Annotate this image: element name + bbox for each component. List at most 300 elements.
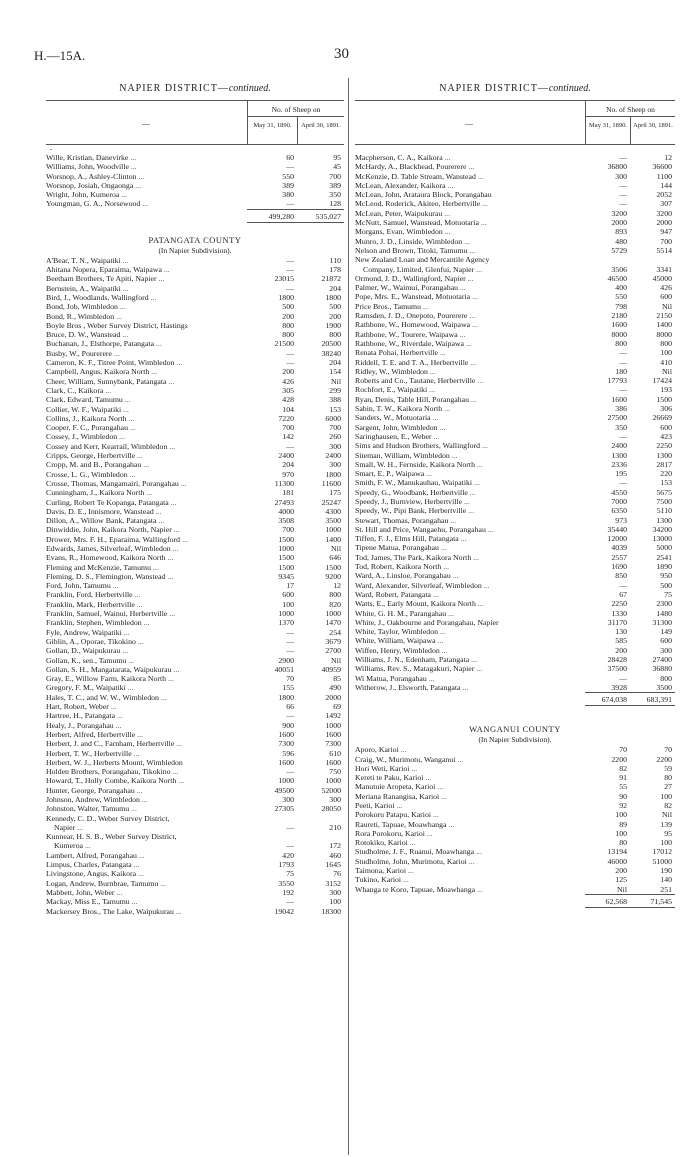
sheep-1890: 400	[615, 283, 627, 293]
owner-name-text: Ward, Alexander, Silverleaf, Wimbledon	[355, 580, 482, 590]
table-row	[46, 349, 344, 358]
owner-name	[355, 330, 585, 339]
owner-name	[46, 795, 247, 804]
sheep-1890: 75	[286, 869, 294, 879]
owner-name	[355, 460, 585, 469]
owner-name	[46, 256, 247, 265]
sheep-1890: 7220	[278, 413, 294, 423]
owner-name	[355, 190, 585, 199]
leader-dots: ...	[173, 906, 182, 916]
leader-dots: ...	[171, 664, 180, 674]
leader-dots: ...	[439, 791, 448, 801]
owner-name-text: Smart, E. P., Waipawa	[355, 469, 425, 479]
sheep-1890: 426	[282, 376, 294, 386]
owner-name-text: Macpherson, C. A., Kaikora	[355, 153, 443, 162]
leader-dots: ...	[128, 153, 137, 162]
owner-name-text: White, Taylor, Wimbledon	[355, 627, 438, 637]
sheep-1891: 12	[333, 581, 341, 591]
owner-name	[355, 209, 585, 218]
table-row	[355, 773, 675, 782]
owner-name-text: Livingstone, Angus, Kaikora	[46, 869, 137, 879]
sheep-1890: 900	[282, 720, 294, 730]
sheep-1891: 76	[333, 869, 341, 879]
sheep-1890: 1500	[278, 534, 294, 544]
owner-name	[46, 702, 247, 711]
table-row	[46, 535, 344, 544]
leader-dots: ...	[166, 376, 175, 386]
leader-dots: ...	[136, 869, 144, 879]
leader-dots: ...	[474, 264, 483, 274]
col-may-1890-header: May 31, 1890.	[247, 117, 297, 144]
owner-name	[355, 367, 585, 376]
sheep-1890: —	[619, 153, 627, 162]
sheep-1891: 1500	[325, 562, 341, 572]
right-column	[355, 78, 675, 906]
total-1890: 62,568	[585, 894, 630, 908]
owner-name-text: Busby, W., Pourerere	[46, 348, 112, 358]
owner-name	[46, 349, 247, 358]
sheep-1890: 125	[615, 875, 627, 885]
owner-name-text: Napier	[54, 822, 76, 832]
owner-name	[46, 618, 247, 627]
table-row	[46, 330, 344, 339]
owner-name-text: Studholme, John, Murimotu, Karioi	[355, 856, 467, 866]
leader-dots: ...	[119, 190, 128, 200]
owner-name-text: Taimona, Karioi	[355, 866, 406, 876]
leader-dots: ...	[441, 562, 450, 572]
leader-dots: ...	[426, 673, 435, 683]
leader-dots: ...	[154, 339, 162, 349]
owner-name	[355, 801, 585, 810]
sheep-1890: 973	[615, 515, 627, 525]
owner-name	[46, 414, 247, 423]
sheep-1891: 410	[660, 357, 672, 367]
sheep-1890: 850	[615, 571, 627, 581]
owner-name	[355, 199, 585, 208]
table-row	[355, 534, 675, 543]
sheep-1891: 299	[329, 385, 341, 395]
sheep-1891: 1645	[325, 860, 341, 870]
owner-name-text: Tod, Robert, Kaikora North	[355, 562, 442, 572]
leader-dots: ...	[430, 413, 439, 423]
leader-dots: ...	[178, 478, 187, 488]
table-row	[355, 609, 675, 618]
sheep-1891: 251	[660, 884, 672, 894]
sheep-1891: 800	[660, 338, 672, 348]
table-row	[355, 255, 675, 264]
table-row	[46, 516, 344, 525]
sheep-1890: 4039	[611, 543, 627, 553]
owner-name-text: Wright, John, Kumeroa	[46, 190, 120, 200]
sheep-1891: 260	[329, 432, 341, 442]
leader-dots: ...	[128, 162, 137, 172]
sheep-1890: 100	[282, 599, 294, 609]
table-row	[46, 563, 344, 572]
sheep-1891: 178	[329, 265, 341, 275]
owner-name	[46, 525, 247, 534]
owner-name-text: Campbell, Angus, Kaikora North	[46, 367, 150, 377]
sheep-1891: 1470	[325, 618, 341, 628]
table-row	[355, 395, 675, 404]
leader-dots: ...	[126, 655, 135, 665]
owner-name	[46, 628, 247, 637]
leader-dots: ...	[139, 795, 148, 804]
sheep-1891: 2000	[325, 692, 341, 702]
sheep-1890: 3508	[278, 516, 294, 526]
owner-name-text: Kumeroa	[54, 841, 84, 851]
name-column-header: —	[465, 119, 473, 128]
section-mark: -	[50, 145, 53, 153]
sheep-1891: 2000	[656, 218, 672, 228]
table-row	[355, 599, 675, 608]
leader-dots: ...	[129, 804, 137, 814]
leader-dots: ...	[171, 525, 180, 535]
sheep-1890	[585, 255, 630, 264]
table-row	[355, 636, 675, 645]
leader-dots: ...	[474, 459, 483, 469]
owner-name	[355, 311, 585, 320]
total-1890: 499,280	[247, 209, 297, 223]
owner-name-text: Wi Matua, Porangahau	[355, 673, 427, 683]
leader-dots: ...	[435, 782, 444, 792]
owner-name-text: Franklin, Ford, Herbertville	[46, 590, 133, 600]
sheep-1891: 70	[664, 745, 672, 755]
leader-dots: ...	[470, 292, 478, 302]
leader-dots: ...	[460, 682, 469, 692]
sheep-1891: 51000	[652, 856, 672, 866]
sheep-1890: —	[619, 385, 627, 395]
sheep-1891: 700	[660, 236, 672, 246]
owner-name-text: Johnston, Walter, Tamumu	[46, 804, 130, 814]
leader-dots: ...	[466, 506, 475, 516]
leader-dots: ...	[398, 745, 407, 755]
sheep-1890: 90	[619, 791, 627, 801]
sheep-1891: 646	[329, 553, 341, 563]
owner-name-text: Rochfort, E., Waipatiki	[355, 385, 428, 395]
sheep-1890: 9345	[278, 571, 294, 581]
table-row	[46, 860, 344, 869]
table-row	[355, 810, 675, 819]
sheep-1891: 28050	[321, 804, 341, 814]
owner-name-text: Gollan, D., Waipukurau	[46, 646, 121, 656]
leader-dots: ...	[455, 754, 464, 764]
table-row	[46, 656, 344, 665]
owner-name-text: Mackay, Miss E., Tamumu	[46, 897, 130, 907]
sheep-1890: 2557	[611, 552, 627, 562]
owner-name-text: Rathbone, W., Riverdale, Waipawa	[355, 338, 465, 348]
owner-name-text: Ormond, J. D., Wallingford, Napier	[355, 273, 466, 283]
owner-name	[46, 581, 247, 590]
owner-name-text: Kunnear, H. S. B., Weber Survey District,	[46, 832, 177, 842]
owner-name	[355, 618, 585, 627]
table-row	[355, 488, 675, 497]
owner-name	[46, 600, 247, 609]
sheep-1890: —	[286, 162, 294, 172]
table-row	[355, 283, 675, 292]
sheep-1890: 40051	[274, 664, 294, 674]
owner-name	[355, 581, 585, 590]
table-row	[46, 823, 344, 832]
leader-dots: ...	[132, 590, 141, 600]
sheep-1890: —	[619, 348, 627, 358]
table-row	[355, 367, 675, 376]
sheep-1890: 181	[282, 488, 294, 498]
owner-name	[355, 302, 585, 311]
table-row	[355, 857, 675, 866]
leader-dots: ...	[481, 580, 490, 590]
owner-name	[46, 572, 247, 581]
sheep-1891: 1600	[325, 729, 341, 739]
sheep-1891: 350	[329, 190, 341, 200]
sheep-1891: 1800	[325, 292, 341, 302]
owner-name-text: Franklin, Mark, Herbertville	[46, 599, 135, 609]
leader-dots: ...	[134, 785, 143, 795]
sheep-1890: 893	[615, 227, 627, 237]
owner-name	[355, 627, 585, 636]
owner-name-text: Williams, John, Woodville	[46, 162, 129, 172]
owner-name	[46, 637, 247, 646]
sheep-1890: —	[286, 265, 294, 275]
table-row	[46, 488, 344, 497]
sheep-1891: 204	[329, 283, 341, 293]
sheep-1891: 2300	[656, 599, 672, 609]
sheep-1890: 2200	[611, 754, 627, 764]
leader-dots: ...	[394, 801, 403, 810]
owner-name-text: Craig, W., Murimotu, Wanganui	[355, 754, 456, 764]
sheep-1891: 190	[660, 866, 672, 876]
sheep-1890: 1330	[611, 608, 627, 618]
table-row	[355, 866, 675, 875]
owner-name	[46, 470, 247, 479]
table-row	[46, 321, 344, 330]
column-divider	[348, 78, 349, 1155]
table-row	[355, 218, 675, 227]
sheep-1890: 17	[286, 581, 294, 591]
sheep-1891: 210	[329, 822, 341, 832]
owner-name-text: Drower, Mrs. F. H., Eparaima, Wallingford	[46, 534, 181, 544]
owner-name-text: Fyle, Andrew, Waipatiki	[46, 627, 122, 637]
owner-name-text: Witherow, J., Elsworth, Patangata	[355, 682, 461, 692]
sheep-1891: 800	[329, 590, 341, 600]
sheep-1891: 82	[664, 801, 672, 810]
owner-name	[46, 507, 247, 516]
owner-name	[46, 879, 247, 888]
leader-dots: ...	[475, 171, 484, 181]
leader-dots: ...	[141, 460, 150, 470]
table-row	[355, 376, 675, 385]
sheep-1890: 13194	[607, 847, 627, 857]
sheep-1891: 1100	[656, 171, 672, 181]
sheep-1891: 306	[660, 404, 672, 414]
owner-name	[355, 829, 585, 838]
owner-name-text: Ford, John, Tamumu	[46, 581, 111, 591]
table-row	[46, 172, 344, 181]
table-row	[46, 888, 344, 897]
table-row	[46, 721, 344, 730]
owner-name	[355, 451, 585, 460]
sheep-1890: —	[286, 348, 294, 358]
sheep-1891: 40959	[321, 664, 341, 674]
leader-dots: ...	[120, 646, 129, 656]
sheep-1891: 1300	[656, 450, 672, 460]
owner-name	[46, 423, 247, 432]
table-row	[46, 618, 344, 627]
owner-name	[46, 451, 247, 460]
sheep-1890: 204	[282, 460, 294, 470]
sheep-1890: 300	[282, 795, 294, 804]
owner-name	[355, 292, 585, 301]
leader-dots: ...	[442, 153, 451, 162]
leader-dots: ...	[439, 645, 448, 655]
sheep-1890: 585	[615, 636, 627, 646]
table-row	[355, 829, 675, 838]
table-row	[355, 209, 675, 218]
leader-dots: ...	[475, 884, 483, 894]
sheep-1890: 155	[282, 683, 294, 693]
table-row	[355, 302, 675, 311]
total-1891: 71,545	[630, 894, 675, 908]
table-row	[355, 292, 675, 301]
table-row	[46, 795, 344, 804]
total-1891: 683,391	[630, 692, 675, 706]
leader-dots: ...	[437, 422, 446, 432]
owner-name	[46, 646, 247, 655]
leader-dots: ...	[108, 702, 117, 712]
leader-dots: ...	[115, 711, 123, 721]
leader-dots: ...	[446, 819, 455, 829]
sheep-1890: 55	[619, 782, 627, 792]
table-row	[355, 553, 675, 562]
owner-name-text: Sanders, W., Motuotaria	[355, 413, 431, 423]
table-row	[46, 153, 344, 162]
table-row	[46, 358, 344, 367]
owner-name-text: White, G. H. M., Parangahau	[355, 608, 447, 618]
owner-name-text: McNutt, Samuel, Wanstead, Motuotaria	[355, 218, 479, 228]
leader-dots: ...	[114, 887, 123, 897]
sheep-1891: 59	[664, 763, 672, 773]
table-row	[355, 543, 675, 552]
leader-dots: ...	[140, 199, 149, 209]
sheep-1891: 5675	[656, 487, 672, 497]
owner-name-text: Raureti, Tapuae, Moawhanga	[355, 819, 447, 829]
sheep-1891: 1300	[656, 515, 672, 525]
owner-name-text: Wille, Kristian, Danevirke	[46, 153, 129, 162]
sheep-1891: 600	[660, 292, 672, 302]
owner-name-text: Clark, C., Kaikora	[46, 385, 104, 395]
table-row	[46, 284, 344, 293]
sheep-1891: 144	[660, 180, 672, 190]
sheep-1891: Nil	[662, 366, 672, 376]
owner-name	[355, 838, 585, 847]
sheep-1891: 175	[329, 488, 341, 498]
table-row	[46, 581, 344, 590]
owner-name-text: Stewart, Thomas, Porangahau	[355, 515, 449, 525]
owner-name-text: Cunningham, J., Kaikora North	[46, 488, 145, 498]
table-row	[355, 497, 675, 506]
owner-name	[46, 897, 247, 906]
sheep-1891: 300	[329, 460, 341, 470]
owner-name-text: Rathbone, W., Homewood, Waipawa	[355, 320, 471, 330]
sheep-1891: 34200	[652, 524, 672, 534]
sheep-1890: 1793	[278, 860, 294, 870]
sheep-1890: 200	[282, 311, 294, 321]
sheep-1891: 80	[664, 773, 672, 783]
sheep-1891: 193	[660, 385, 672, 395]
sheep-1891: 1000	[325, 776, 341, 786]
leader-dots: ...	[407, 838, 416, 848]
table-row	[46, 674, 344, 683]
owner-name-text: Cooper, F. C., Porangahau	[46, 423, 129, 433]
sheep-1891: 388	[329, 395, 341, 405]
sheep-1891	[297, 832, 344, 841]
sheep-1891: 153	[329, 404, 341, 414]
county-title: PATANGATA COUNTY	[148, 234, 242, 245]
sheep-1890: 104	[282, 404, 294, 414]
col-may-1890-header: May 31, 1890.	[585, 117, 630, 144]
table-row	[355, 562, 675, 571]
owner-name-text: Renata Pohai, Herbertville	[355, 348, 438, 358]
sheep-1891: 52000	[321, 785, 341, 795]
sheep-1890: 4550	[611, 487, 627, 497]
owner-name	[46, 851, 247, 860]
table-row	[355, 618, 675, 627]
sheep-1891: 1900	[325, 320, 341, 330]
sheep-1891: 1600	[325, 757, 341, 767]
sheep-1890: 91	[619, 773, 627, 783]
owner-name-text: Sims and Hudson Brothers, Wallingford	[355, 441, 481, 451]
table-row	[46, 470, 344, 479]
leader-dots: ...	[156, 274, 165, 284]
sheep-1891: 2052	[656, 190, 672, 200]
sheep-1891: 140	[660, 875, 672, 885]
owner-name-text: Dinwiddie, John, Kaikora North, Napier	[46, 525, 172, 535]
sheep-1891: 1890	[656, 562, 672, 572]
owner-name	[46, 786, 247, 795]
name-column-header: —	[142, 119, 150, 128]
leader-dots: ...	[158, 878, 167, 888]
sheep-1891: Nil	[331, 543, 341, 553]
owner-name-text: White, William, Waipawa	[355, 636, 436, 646]
owner-name-text: Ward, A., Linsloe, Porangahau	[355, 571, 451, 581]
sheep-1890: 2250	[611, 599, 627, 609]
sheep-1891: Nil	[662, 301, 672, 311]
owner-name-text: McLeod, Roderick, Akiteo, Herbertville	[355, 199, 481, 209]
leader-dots: ...	[446, 608, 454, 618]
table-row	[355, 847, 675, 856]
sheep-1890: 27305	[274, 804, 294, 814]
owner-name	[46, 498, 247, 507]
sheep-1890: 82	[619, 763, 627, 773]
owner-name	[46, 832, 247, 841]
leader-dots: ...	[462, 236, 470, 246]
leader-dots: ...	[150, 562, 159, 572]
owner-name-text: Limpus, Charles, Patangata	[46, 860, 132, 870]
sheep-1891: 426	[660, 283, 672, 293]
sheep-1890: 35440	[607, 524, 627, 534]
leader-dots: ...	[458, 283, 466, 293]
owner-name-text: Peeti, Karioi	[355, 801, 395, 810]
total-row	[355, 692, 675, 706]
owner-name	[46, 656, 247, 665]
sheep-1890: 5729	[611, 245, 627, 255]
sheep-1890: —	[286, 636, 294, 646]
owner-name-text: Lambert, Alfred, Porangahau	[46, 850, 137, 860]
owner-name-text: Smith, F. W., Manukauhau, Waipatiki	[355, 478, 473, 488]
leader-dots: ...	[457, 329, 466, 339]
leader-dots: ...	[165, 571, 174, 581]
sheep-1891: 100	[660, 348, 672, 358]
owner-name-text: Curling, Robert Te Kopanga, Patangata	[46, 497, 169, 507]
